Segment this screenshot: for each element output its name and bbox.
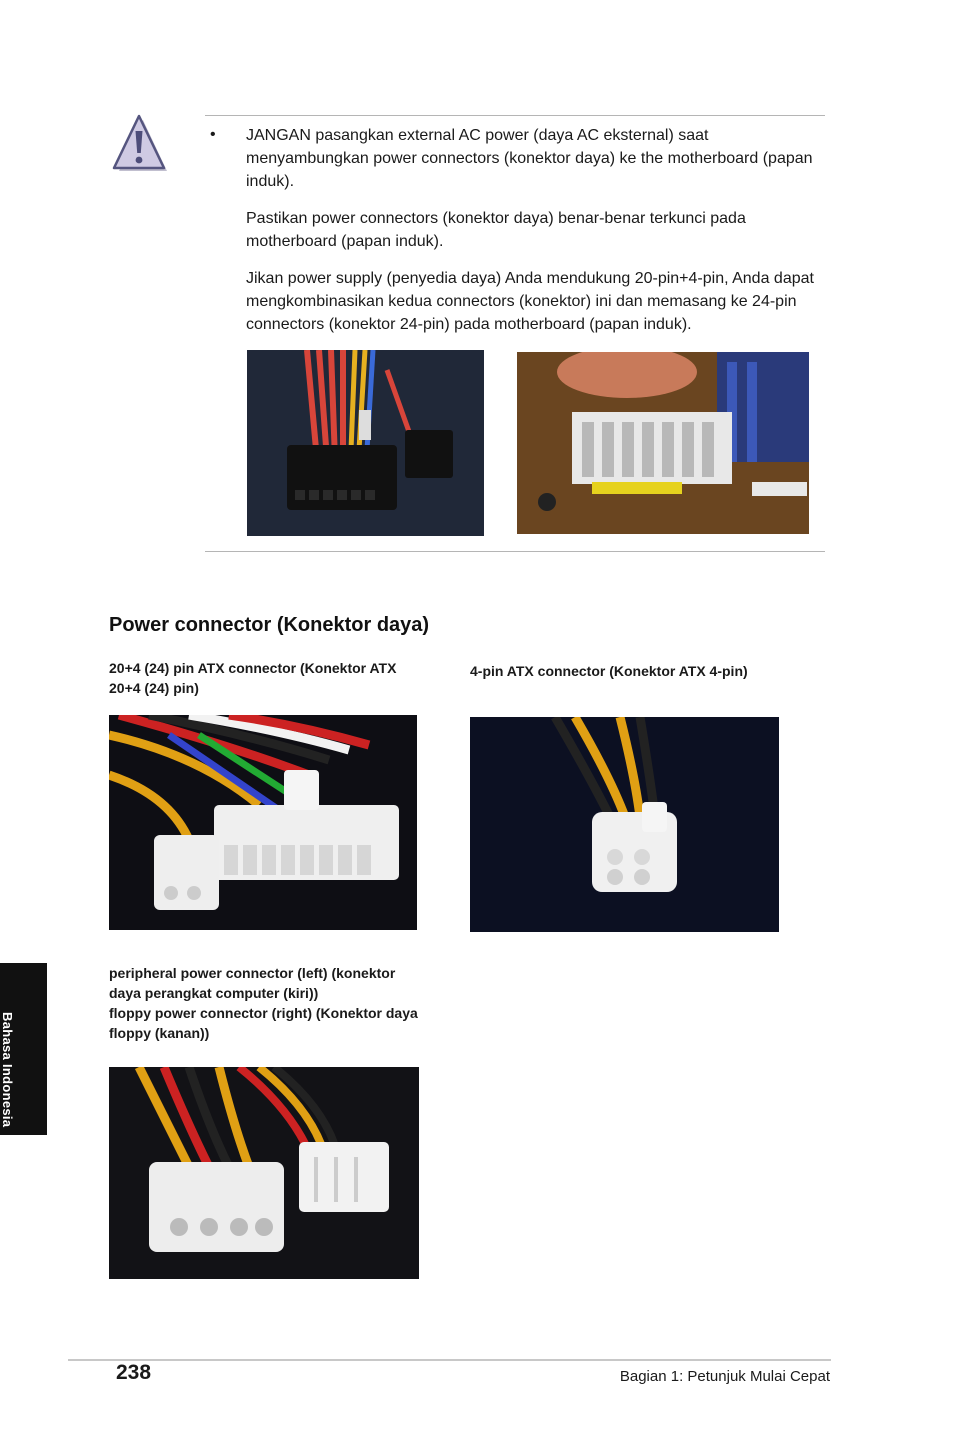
caution-paragraph-2: Pastikan power connectors (konektor daya) benar-benar terkunci pada motherboard (papan induk). [246,210,746,250]
caption-floppy: floppy power connector (right) (Konektor daya floppy (kanan)) [109,1005,418,1041]
caption-atx4: 4-pin ATX connector (Konektor ATX 4-pin) [470,663,748,679]
language-side-label: Bahasa Indonesia [0,1012,15,1128]
atx4-connector-photo [470,717,779,932]
caption-atx24: 20+4 (24) pin ATX connector (Konektor ATX 20+4 (24) pin) [109,660,397,696]
caution-top-rule [205,115,825,116]
combined-connector-photo [247,350,484,536]
caution-paragraph-1: JANGAN pasangkan external AC power (daya AC eksternal) saat menyambungkan power connectors (konektor daya) ke the motherboard (papan induk). [246,127,813,190]
caution-paragraph-3: Jikan power supply (penyedia daya) Anda mendukung 20-pin+4-pin, Anda dapat mengkombinasikan kedua connectors (konektor) ini dan memasang ke 24-pin connectors (konektor 24-pin) pada motherboard (papan induk). [246,270,814,333]
caption-peripheral: peripheral power connector (left) (konektor daya perangkat computer (kiri)) [109,965,396,1001]
atx24-connector-photo [109,715,417,930]
caution-bullet: • [210,126,216,143]
section-title: Power connector (Konektor daya) [109,614,430,636]
language-side-tab [0,963,47,1135]
peripheral-floppy-connector-photo [109,1067,419,1279]
caution-bottom-rule [205,551,825,552]
footer-chapter: Bagian 1: Petunjuk Mulai Cepat [619,1368,830,1385]
install-connector-photo [517,352,809,534]
page-number: 238 [116,1361,152,1384]
footer-rule [68,1359,831,1361]
warning-triangle-icon [109,113,169,175]
